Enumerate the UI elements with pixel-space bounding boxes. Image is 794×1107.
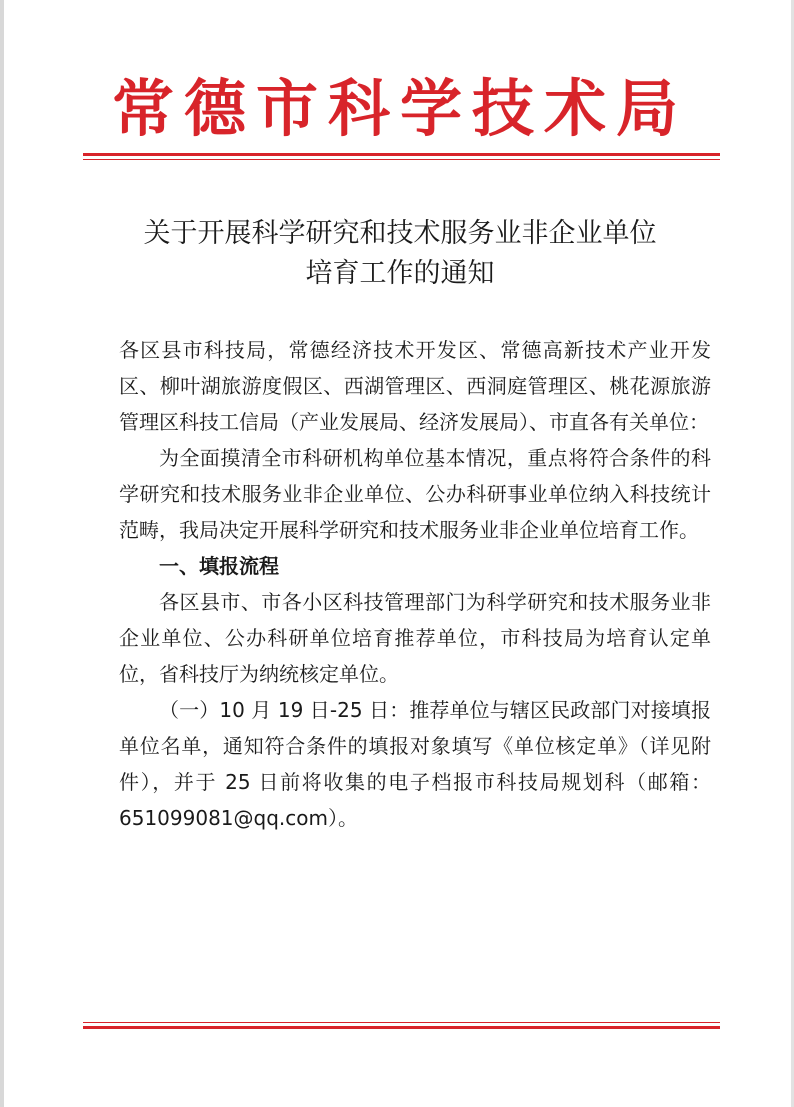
recipients-paragraph: 各区县市科技局，常德经济技术开发区、常德高新技术产业开发区、柳叶湖旅游度假区、西湖管理区、西洞庭管理区、桃花源旅游管理区科技工信局（产业发展局、经济发展局）、市直各有关单位： (119, 338, 711, 434)
header-rule-thin (83, 159, 720, 160)
document-title-line-1: 关于开展科学研究和技术服务业非企业单位 (143, 218, 657, 249)
footer-rule-thin (83, 1022, 720, 1023)
page-edge-shadow (0, 0, 4, 1107)
step-paragraph: （一）10 月 19 日-25 日：推荐单位与辖区民政部门对接填报单位名单，通知符合条件的填报对象填写《单位核定单》（详见附件），并于 25 日前将收集的电子档报市科技局规划科（邮箱：651099081@qq.com）。 (119, 698, 711, 830)
intro-paragraph: 为全面摸清全市科研机构单位基本情况，重点将符合条件的科学研究和技术服务业非企业单位、公办科研事业单位纳入科技统计范畴，我局决定开展科学研究和技术服务业非企业单位培育工作。 (119, 446, 711, 542)
section-heading: 一、填报流程 (159, 554, 279, 578)
agency-masthead: 常德市科学技术局 (111, 72, 688, 145)
header-rule-thick (83, 153, 720, 156)
section-paragraph: 各区县市、市各小区科技管理部门为科学研究和技术服务业非企业单位、公办科研单位培育推荐单位，市科技局为培育认定单位，省科技厅为纳统核定单位。 (119, 590, 711, 686)
document-body (119, 332, 711, 836)
footer-rule-thick (83, 1026, 720, 1029)
document-title-line-2: 培育工作的通知 (305, 258, 495, 289)
